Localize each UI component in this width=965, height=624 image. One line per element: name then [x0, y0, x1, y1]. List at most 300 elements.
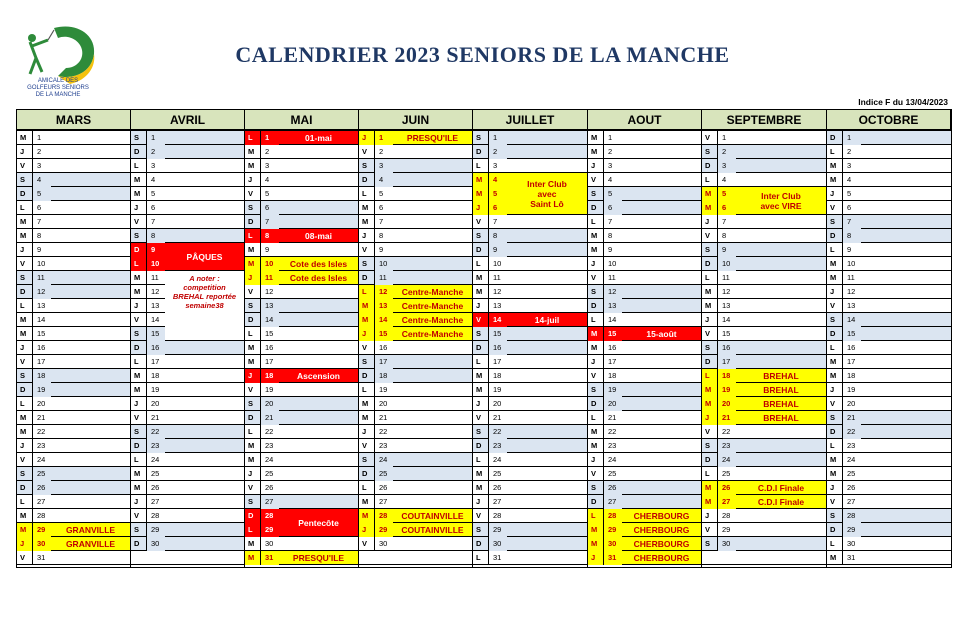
- day-number: 27: [604, 495, 622, 509]
- day-letter: L: [131, 257, 147, 271]
- day-letter: V: [702, 131, 718, 145]
- day-letter: V: [17, 257, 33, 271]
- day-number: 4: [722, 175, 727, 184]
- day-letter: L: [473, 453, 489, 467]
- day-number: 8: [147, 229, 165, 243]
- day-letter: J: [17, 341, 33, 355]
- day-letter: J: [473, 201, 489, 215]
- day-number: 2: [847, 147, 852, 156]
- day-letter: J: [359, 327, 375, 341]
- day-number: 3: [151, 161, 156, 170]
- day-letter: M: [245, 159, 261, 173]
- day-letter: L: [827, 439, 843, 453]
- day-number: 17: [37, 357, 46, 366]
- day-number: 10: [261, 257, 279, 271]
- day-letter: V: [588, 173, 604, 187]
- day-number: 31: [37, 553, 46, 562]
- day-number: 30: [489, 537, 507, 551]
- calendar-event: CHERBOURG: [622, 509, 701, 522]
- day-number: 5: [33, 187, 51, 201]
- day-number: 4: [608, 175, 613, 184]
- day-letter: S: [702, 145, 718, 159]
- day-number: 25: [33, 467, 51, 481]
- day-number: 2: [718, 145, 736, 159]
- day-number: 5: [718, 187, 736, 201]
- day-number: 19: [847, 385, 856, 394]
- day-number: 3: [37, 161, 42, 170]
- day-number: 5: [379, 189, 384, 198]
- day-letter: M: [17, 131, 33, 145]
- day-letter: M: [17, 229, 33, 243]
- day-letter: S: [827, 509, 843, 523]
- day-number: 3: [718, 159, 736, 173]
- day-number: 17: [718, 355, 736, 369]
- logo-text-line: AMICALE DES: [37, 78, 79, 84]
- day-letter: L: [702, 369, 718, 383]
- day-letter: V: [245, 187, 261, 201]
- day-number: 3: [265, 161, 270, 170]
- day-number: 5: [847, 189, 852, 198]
- day-number: 16: [147, 341, 165, 355]
- day-letter: J: [588, 355, 604, 369]
- day-letter: S: [588, 383, 604, 397]
- day-letter: S: [702, 243, 718, 257]
- day-letter: L: [359, 383, 375, 397]
- day-number: 7: [608, 217, 613, 226]
- day-letter: M: [359, 495, 375, 509]
- day-number: 26: [379, 483, 388, 492]
- day-letter: M: [17, 215, 33, 229]
- day-number: 23: [379, 441, 388, 450]
- month-header: AVRIL: [131, 110, 245, 131]
- day-number: 26: [847, 483, 856, 492]
- day-row: [131, 551, 245, 565]
- day-number: 20: [379, 399, 388, 408]
- day-number: 16: [847, 343, 856, 352]
- day-number: 14: [151, 315, 160, 324]
- day-letter: J: [17, 243, 33, 257]
- day-letter: D: [473, 145, 489, 159]
- day-letter: M: [245, 145, 261, 159]
- day-letter: V: [245, 481, 261, 495]
- day-number: 7: [843, 215, 861, 229]
- calendar-event: GRANVILLE: [51, 523, 130, 536]
- day-letter: V: [17, 453, 33, 467]
- day-number: 4: [489, 173, 507, 187]
- day-letter: V: [588, 467, 604, 481]
- calendar-event: PRESQU'ILE: [393, 131, 472, 144]
- day-letter: V: [131, 215, 147, 229]
- day-number: 18: [33, 369, 51, 383]
- day-letter: L: [17, 397, 33, 411]
- day-letter: D: [702, 159, 718, 173]
- day-letter: J: [827, 187, 843, 201]
- day-number: 17: [151, 357, 160, 366]
- day-letter: V: [17, 355, 33, 369]
- day-letter: S: [359, 453, 375, 467]
- day-number: 28: [843, 509, 861, 523]
- day-letter: J: [17, 145, 33, 159]
- day-number: 6: [604, 201, 622, 215]
- day-number: 13: [847, 301, 856, 310]
- day-letter: M: [359, 397, 375, 411]
- day-letter: J: [588, 257, 604, 271]
- day-number: 26: [718, 481, 736, 495]
- day-letter: M: [827, 369, 843, 383]
- day-letter: M: [473, 467, 489, 481]
- day-letter: S: [702, 537, 718, 551]
- day-number: 25: [375, 467, 393, 481]
- day-letter: S: [131, 229, 147, 243]
- day-letter: D: [827, 131, 843, 145]
- day-letter: M: [131, 187, 147, 201]
- day-letter: V: [827, 299, 843, 313]
- day-number: 13: [604, 299, 622, 313]
- day-number: 17: [847, 357, 856, 366]
- day-number: 26: [151, 483, 160, 492]
- day-number: 24: [718, 453, 736, 467]
- day-letter: M: [702, 383, 718, 397]
- day-number: 30: [265, 539, 274, 548]
- day-letter: D: [827, 425, 843, 439]
- day-letter: M: [702, 299, 718, 313]
- day-letter: L: [245, 425, 261, 439]
- day-letter: M: [473, 383, 489, 397]
- day-number: 13: [151, 301, 160, 310]
- day-letter: M: [17, 425, 33, 439]
- day-number: 19: [718, 383, 736, 397]
- day-number: 18: [847, 371, 856, 380]
- day-number: 12: [604, 285, 622, 299]
- day-number: 27: [379, 497, 388, 506]
- day-number: 25: [608, 469, 617, 478]
- day-number: 20: [604, 397, 622, 411]
- day-letter: D: [131, 439, 147, 453]
- day-letter: M: [17, 411, 33, 425]
- day-number: 22: [608, 427, 617, 436]
- day-number: 14: [722, 315, 731, 324]
- day-letter: S: [17, 467, 33, 481]
- day-letter: M: [473, 173, 489, 187]
- day-letter: J: [131, 299, 147, 313]
- day-letter: D: [17, 383, 33, 397]
- day-number: 10: [375, 257, 393, 271]
- day-number: 24: [151, 455, 160, 464]
- day-letter: M: [588, 145, 604, 159]
- day-letter: S: [359, 257, 375, 271]
- day-number: 3: [847, 161, 852, 170]
- day-letter: S: [245, 495, 261, 509]
- day-number: 28: [37, 511, 46, 520]
- day-number: 21: [608, 413, 617, 422]
- day-letter: D: [359, 369, 375, 383]
- day-letter: L: [588, 509, 604, 523]
- day-letter: D: [827, 523, 843, 537]
- calendar-event: 01-mai: [279, 131, 358, 144]
- day-number: 26: [265, 483, 274, 492]
- day-number: 15: [489, 327, 507, 341]
- calendar-event: Centre-Manche: [393, 299, 472, 312]
- calendar-event: BREHAL: [736, 397, 826, 410]
- day-letter: V: [17, 551, 33, 565]
- day-number: 8: [37, 231, 42, 240]
- calendar-event: BREHAL: [736, 369, 826, 382]
- day-letter: M: [702, 397, 718, 411]
- day-letter: L: [245, 523, 261, 537]
- day-letter: D: [827, 327, 843, 341]
- day-number: 10: [147, 257, 165, 271]
- calendar-event: Ascension: [279, 369, 358, 382]
- day-number: 24: [847, 455, 856, 464]
- day-letter: L: [827, 145, 843, 159]
- day-number: 12: [151, 287, 160, 296]
- day-letter: D: [245, 411, 261, 425]
- day-number: 15: [604, 327, 622, 341]
- day-letter: D: [131, 243, 147, 257]
- calendar-event: C.D.I Finale: [736, 481, 826, 494]
- day-letter: V: [827, 397, 843, 411]
- day-number: 25: [847, 469, 856, 478]
- day-number: 7: [379, 217, 384, 226]
- day-number: 3: [493, 161, 498, 170]
- logo-text: [10, 78, 106, 99]
- day-number: 31: [493, 553, 502, 562]
- day-letter: D: [359, 467, 375, 481]
- calendar-event: Inter Club avec VIRE: [736, 187, 826, 214]
- day-number: 7: [722, 217, 727, 226]
- day-number: 25: [265, 469, 274, 478]
- day-letter: M: [131, 383, 147, 397]
- day-number: 5: [604, 187, 622, 201]
- day-letter: S: [131, 425, 147, 439]
- day-letter: V: [827, 495, 843, 509]
- day-number: 14: [489, 313, 507, 327]
- day-number: 6: [151, 203, 156, 212]
- day-letter: D: [245, 313, 261, 327]
- day-letter: D: [702, 453, 718, 467]
- day-letter: L: [359, 481, 375, 495]
- day-letter: V: [17, 159, 33, 173]
- day-letter: J: [588, 159, 604, 173]
- day-number: 9: [489, 243, 507, 257]
- day-number: 21: [718, 411, 736, 425]
- calendar-event: Inter Club avec Saint Lô: [507, 173, 587, 214]
- day-letter: L: [131, 355, 147, 369]
- day-number: 22: [379, 427, 388, 436]
- day-letter: M: [245, 341, 261, 355]
- day-number: 6: [847, 203, 852, 212]
- day-number: 25: [151, 469, 160, 478]
- day-number: 16: [37, 343, 46, 352]
- day-letter: L: [827, 243, 843, 257]
- column-separator: [358, 110, 359, 567]
- day-row: [702, 551, 827, 565]
- day-number: 12: [722, 287, 731, 296]
- day-letter: M: [359, 201, 375, 215]
- day-letter: S: [245, 201, 261, 215]
- day-letter: J: [588, 453, 604, 467]
- day-number: 29: [722, 525, 731, 534]
- day-number: 6: [261, 201, 279, 215]
- day-letter: S: [473, 425, 489, 439]
- day-letter: M: [245, 537, 261, 551]
- day-number: 31: [261, 551, 279, 565]
- calendar-event: PRESQU'ILE: [279, 551, 358, 564]
- day-number: 29: [147, 523, 165, 537]
- day-letter: J: [473, 299, 489, 313]
- day-letter: M: [702, 495, 718, 509]
- day-number: 9: [718, 243, 736, 257]
- day-number: 19: [265, 385, 274, 394]
- day-number: 7: [37, 217, 42, 226]
- calendar-event: Cote des Isles: [279, 271, 358, 284]
- day-letter: L: [473, 355, 489, 369]
- day-letter: V: [473, 313, 489, 327]
- day-number: 28: [722, 511, 731, 520]
- day-letter: M: [588, 425, 604, 439]
- day-letter: D: [588, 299, 604, 313]
- day-number: 22: [37, 427, 46, 436]
- day-letter: D: [131, 537, 147, 551]
- day-letter: S: [827, 411, 843, 425]
- calendar-grid: [16, 109, 952, 568]
- day-letter: M: [473, 285, 489, 299]
- day-letter: J: [359, 131, 375, 145]
- day-number: 14: [375, 313, 393, 327]
- day-letter: S: [827, 313, 843, 327]
- day-letter: M: [17, 523, 33, 537]
- day-number: 18: [151, 371, 160, 380]
- day-letter: J: [245, 467, 261, 481]
- day-number: 20: [261, 397, 279, 411]
- day-number: 9: [265, 245, 270, 254]
- day-letter: S: [473, 523, 489, 537]
- calendar-note: A noter : competition BREHAL reportée semaine38: [165, 274, 244, 340]
- day-letter: D: [588, 495, 604, 509]
- day-letter: M: [827, 355, 843, 369]
- day-letter: D: [473, 243, 489, 257]
- day-letter: L: [17, 201, 33, 215]
- day-number: 29: [261, 523, 279, 537]
- day-number: 30: [718, 537, 736, 551]
- day-number: 8: [608, 231, 613, 240]
- day-number: 4: [375, 173, 393, 187]
- day-number: 20: [847, 399, 856, 408]
- day-letter: S: [827, 215, 843, 229]
- day-letter: M: [588, 523, 604, 537]
- day-letter: V: [245, 285, 261, 299]
- day-number: 30: [379, 539, 388, 548]
- day-number: 17: [375, 355, 393, 369]
- day-number: 31: [604, 551, 622, 565]
- day-letter: S: [17, 271, 33, 285]
- day-letter: V: [131, 509, 147, 523]
- day-number: 30: [847, 539, 856, 548]
- day-number: 21: [379, 413, 388, 422]
- day-letter: M: [588, 131, 604, 145]
- day-number: 19: [493, 385, 502, 394]
- day-letter: V: [131, 313, 147, 327]
- day-letter: M: [131, 173, 147, 187]
- day-number: 23: [265, 441, 274, 450]
- day-letter: V: [827, 201, 843, 215]
- day-number: 30: [604, 537, 622, 551]
- day-number: 28: [493, 511, 502, 520]
- day-letter: M: [359, 411, 375, 425]
- day-number: 10: [493, 259, 502, 268]
- day-letter: M: [702, 201, 718, 215]
- day-letter: S: [17, 369, 33, 383]
- day-number: 19: [33, 383, 51, 397]
- day-number: 26: [493, 483, 502, 492]
- day-letter: M: [131, 271, 147, 285]
- day-number: 29: [604, 523, 622, 537]
- day-number: 29: [843, 523, 861, 537]
- day-number: 11: [33, 271, 51, 285]
- day-letter: M: [359, 313, 375, 327]
- day-number: 13: [722, 301, 731, 310]
- day-number: 12: [375, 285, 393, 299]
- day-number: 16: [608, 343, 617, 352]
- day-letter: D: [245, 215, 261, 229]
- day-letter: V: [131, 411, 147, 425]
- day-number: 13: [37, 301, 46, 310]
- calendar-event: 14-juil: [507, 313, 587, 326]
- day-letter: M: [17, 509, 33, 523]
- day-letter: M: [588, 537, 604, 551]
- day-letter: L: [827, 537, 843, 551]
- month-header: MAI: [245, 110, 359, 131]
- day-number: 12: [493, 287, 502, 296]
- day-letter: M: [359, 215, 375, 229]
- day-number: 13: [375, 299, 393, 313]
- day-letter: M: [473, 271, 489, 285]
- day-letter: S: [359, 355, 375, 369]
- day-number: 11: [151, 273, 159, 282]
- day-letter: S: [702, 439, 718, 453]
- day-number: 12: [265, 287, 274, 296]
- day-letter: L: [17, 299, 33, 313]
- day-number: 4: [151, 175, 156, 184]
- day-letter: V: [359, 537, 375, 551]
- day-number: 10: [847, 259, 856, 268]
- day-number: 1: [489, 131, 507, 145]
- day-number: 9: [37, 245, 42, 254]
- day-letter: L: [473, 257, 489, 271]
- day-number: 22: [843, 425, 861, 439]
- day-letter: J: [473, 495, 489, 509]
- calendar-event: BREHAL: [736, 411, 826, 424]
- column-separator: [244, 110, 245, 567]
- day-number: 27: [261, 495, 279, 509]
- day-letter: M: [245, 243, 261, 257]
- day-number: 16: [265, 343, 274, 352]
- month-header: MARS: [17, 110, 131, 131]
- day-letter: S: [588, 187, 604, 201]
- day-letter: M: [702, 481, 718, 495]
- day-number: 6: [718, 201, 736, 215]
- day-number: 18: [493, 371, 502, 380]
- day-number: 13: [261, 299, 279, 313]
- day-letter: V: [245, 383, 261, 397]
- column-separator: [701, 110, 702, 567]
- day-number: 8: [722, 231, 727, 240]
- month-header: JUIN: [359, 110, 473, 131]
- day-number: 15: [37, 329, 46, 338]
- day-number: 6: [379, 203, 384, 212]
- day-letter: J: [827, 383, 843, 397]
- day-letter: D: [473, 439, 489, 453]
